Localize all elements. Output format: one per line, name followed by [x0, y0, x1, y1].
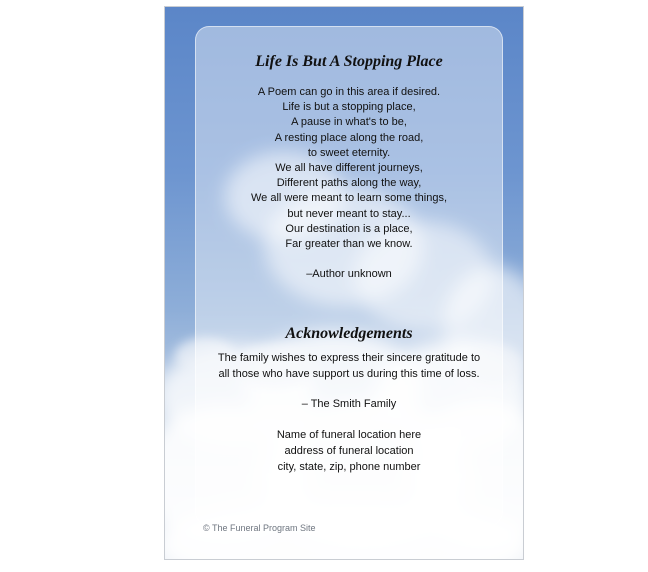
poem-line: but never meant to stay... — [287, 207, 411, 220]
acknowledgement-line: The family wishes to express their sincere gratitude to — [217, 352, 481, 365]
family-signature: – The Smith Family — [301, 398, 397, 411]
poem-line: Different paths along the way, — [276, 177, 422, 190]
poem-author: –Author unknown — [306, 268, 392, 281]
poem-title: Life Is But A Stopping Place — [255, 53, 443, 70]
poem-line: A pause in what's to be, — [291, 116, 407, 129]
copyright-notice: © The Funeral Program Site — [203, 523, 316, 533]
location-address: address of funeral location — [284, 445, 414, 458]
location-name: Name of funeral location here — [276, 429, 422, 442]
acknowledgements-title: Acknowledgements — [285, 325, 413, 343]
poem-line: Life is but a stopping place, — [282, 101, 416, 114]
poem-body — [195, 85, 503, 252]
location-block — [195, 428, 503, 475]
poem-line: Far greater than we know. — [285, 238, 413, 251]
poem-line: A Poem can go in this area if desired. — [257, 86, 441, 98]
acknowledgement-line: all those who have support us during this time of loss. — [218, 367, 480, 380]
location-city-state: city, state, zip, phone number — [277, 460, 421, 473]
program-content — [164, 6, 524, 560]
poem-line: We all were meant to learn some things, — [250, 192, 448, 205]
poem-line: Our destination is a place, — [285, 222, 413, 235]
content-column — [195, 26, 503, 476]
poem-line: A resting place along the road, — [274, 131, 424, 144]
poem-line: We all have different journeys, — [275, 162, 423, 175]
poem-line: to sweet eternity. — [307, 146, 391, 159]
